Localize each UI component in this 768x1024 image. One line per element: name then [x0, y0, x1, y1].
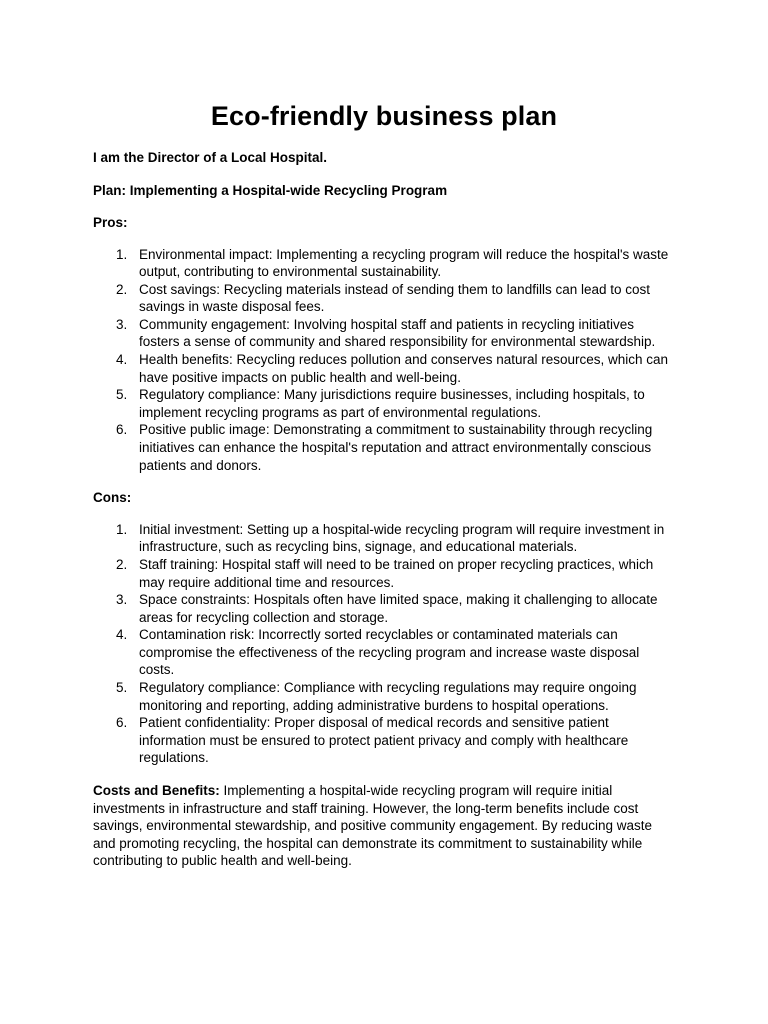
list-item	[93, 281, 675, 316]
list-item	[93, 386, 675, 421]
list-item	[93, 421, 675, 474]
pros-list	[93, 246, 675, 475]
list-text: Patient confidentiality: Proper disposal of medical records and sensitive patient information must be ensured to protect patient privacy and comply with healthcare regulations.	[139, 715, 629, 766]
list-text: Contamination risk: Incorrectly sorted recyclables or contaminated materials can compromise the effectiveness of the recycling program and increase waste disposal costs.	[139, 627, 640, 678]
list-item	[93, 521, 675, 556]
list-number: 3.	[116, 592, 128, 608]
plan-line: Plan: Implementing a Hospital-wide Recycling Program	[93, 182, 448, 198]
list-number: 5.	[116, 680, 128, 696]
cons-list	[93, 521, 675, 767]
list-item	[93, 556, 675, 591]
list-item	[93, 316, 675, 351]
list-number: 2.	[116, 556, 128, 572]
list-number: 4.	[116, 627, 128, 643]
list-text: Regulatory compliance: Compliance with recycling regulations may require ongoing monitoring and reporting, adding administrative burdens to hospital operations.	[139, 680, 637, 713]
costs-benefits-paragraph	[93, 782, 675, 870]
list-item	[93, 714, 675, 767]
document-title: Eco-friendly business plan	[210, 101, 558, 131]
list-item	[93, 679, 675, 714]
list-text: Staff training: Hospital staff will need to be trained on proper recycling practices, which may require additional time and resources.	[139, 556, 654, 590]
list-text: Community engagement: Involving hospital staff and patients in recycling initiatives fosters a sense of community and shared responsibility for environmental stewardship.	[139, 316, 656, 350]
list-item	[93, 351, 675, 386]
list-text: Cost savings: Recycling materials instead of sending them to landfills can lead to cost savings in waste disposal fees.	[139, 281, 651, 315]
list-number: 6.	[116, 715, 128, 731]
pros-heading: Pros:	[93, 215, 128, 230]
list-number: 1.	[116, 521, 128, 537]
list-text: Regulatory compliance: Many jurisdictions require businesses, including hospitals, to implement recycling programs as part of environmental regulations.	[139, 387, 645, 420]
list-number: 6.	[116, 422, 128, 438]
list-item	[93, 626, 675, 679]
list-number: 5.	[116, 387, 128, 403]
list-number: 1.	[116, 246, 128, 262]
cons-heading: Cons:	[93, 490, 132, 506]
list-number: 4.	[116, 352, 128, 368]
list-text: Positive public image: Demonstrating a commitment to sustainability through recycling initiatives can enhance the hospital's reputation and attract environmentally conscious patients and donors.	[139, 422, 653, 473]
list-text: Initial investment: Setting up a hospital-wide recycling program will require investment in infrastructure, such as recycling bins, signage, and educational materials.	[139, 521, 665, 555]
list-text: Health benefits: Recycling reduces pollution and conserves natural resources, which can have positive impacts on public health and well-being.	[139, 352, 669, 385]
list-text: Environmental impact: Implementing a recycling program will reduce the hospital's waste output, contributing to environmental sustainability.	[139, 246, 669, 280]
list-number: 3.	[116, 316, 128, 332]
intro-line: I am the Director of a Local Hospital.	[93, 150, 328, 165]
costs-benefits-label: Costs and Benefits:	[93, 783, 220, 799]
list-number: 2.	[116, 281, 128, 297]
list-text: Space constraints: Hospitals often have limited space, making it challenging to allocate areas for recycling collection and storage.	[139, 592, 658, 625]
list-item	[93, 591, 675, 626]
list-item	[93, 246, 675, 281]
costs-benefits-text: Implementing a hospital-wide recycling program will require initial investments in infrastructure and staff training. However, the long-term benefits include cost savings, environmental stewardship, and positive community engagement. By reducing waste and promoting recycling, the hospital can demonstrate its commitment to sustainability while contributing to public health and well-being.	[93, 783, 653, 869]
